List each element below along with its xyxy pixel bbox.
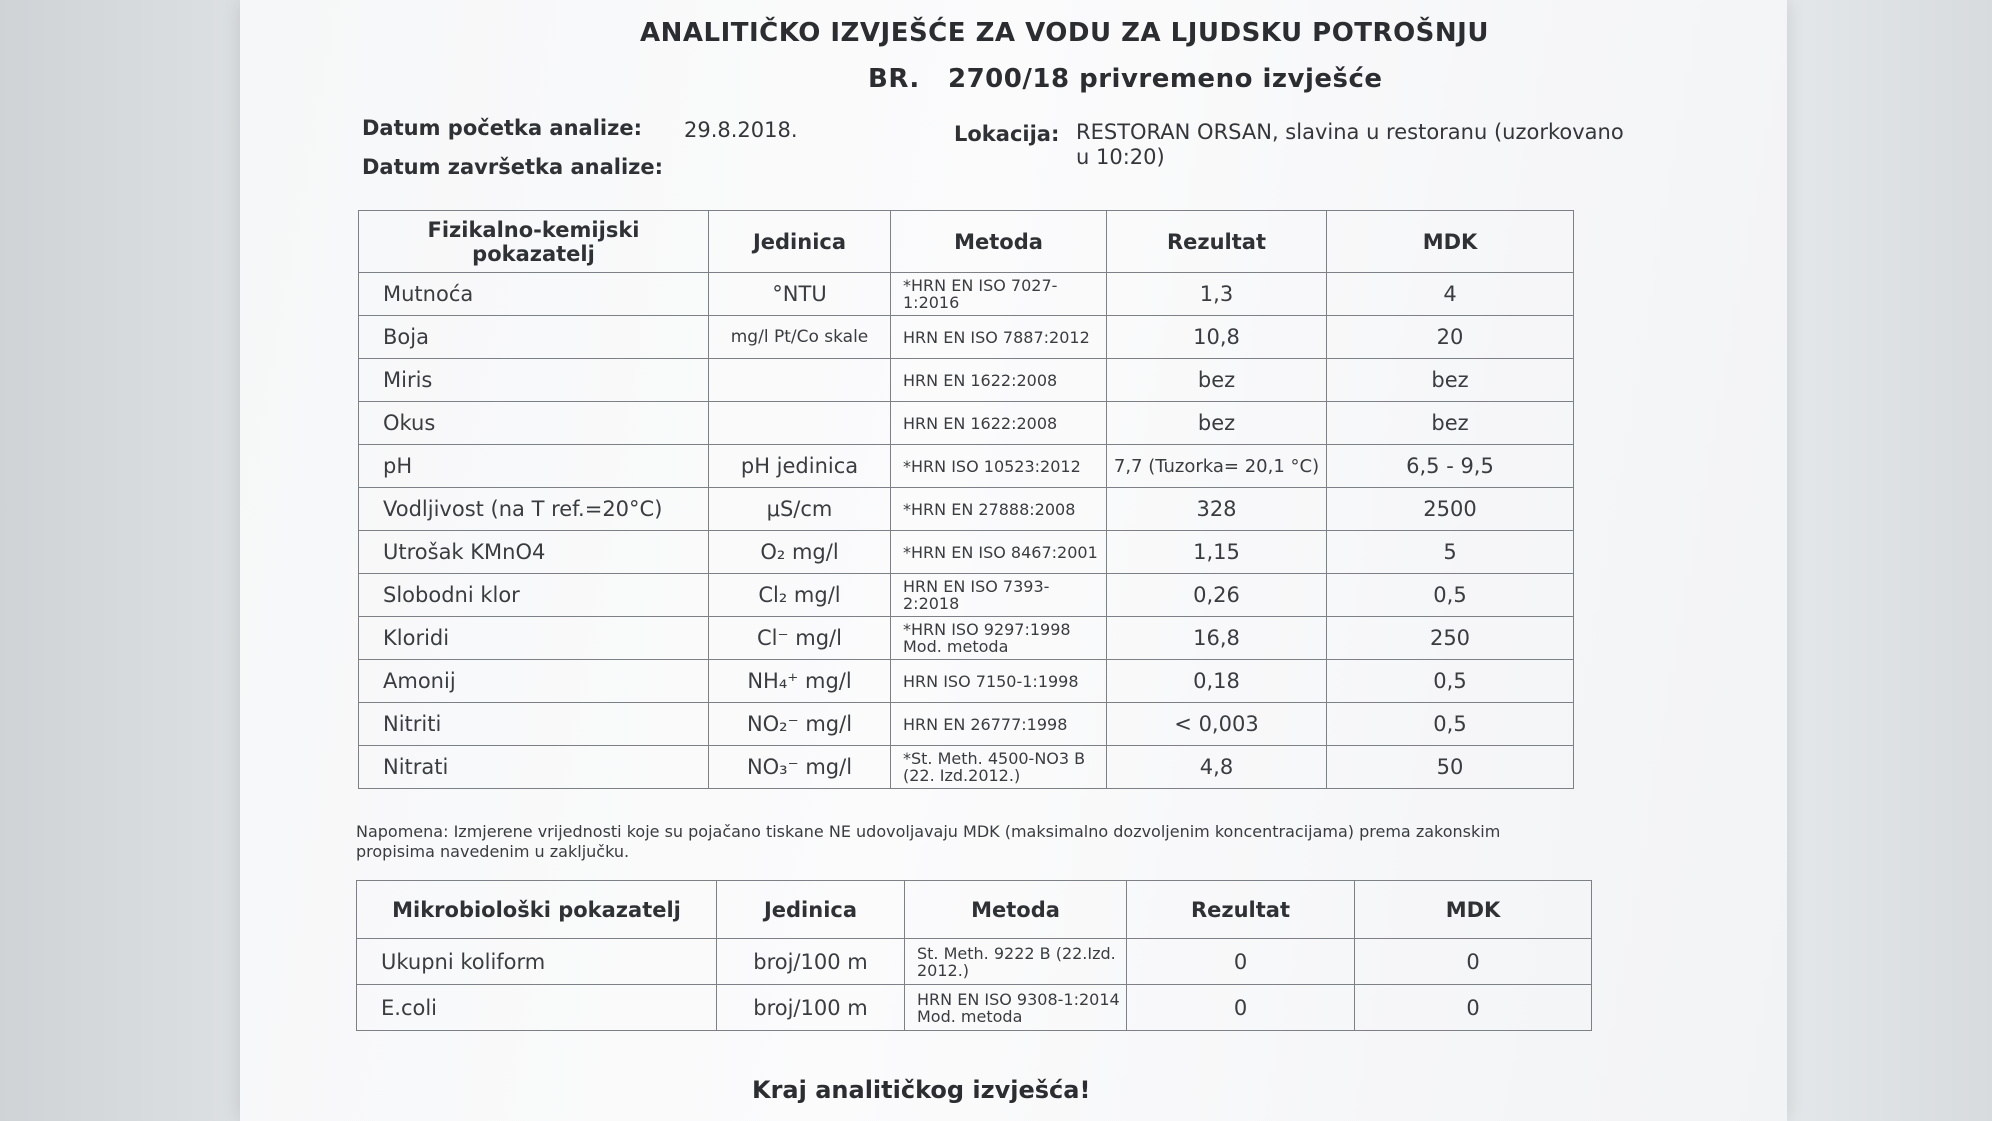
location-label: Lokacija:: [954, 122, 1060, 146]
mdk-cell: 50: [1327, 746, 1574, 789]
result-cell: 10,8: [1107, 316, 1327, 359]
header-unit: Jedinica: [709, 211, 891, 273]
header-mdk: MDK: [1355, 881, 1592, 939]
unit-cell: [709, 359, 891, 402]
unit-cell: Cl⁻ mg/l: [709, 617, 891, 660]
mdk-cell: 0: [1355, 985, 1592, 1031]
table-row: [359, 316, 1574, 359]
result-cell: bez: [1107, 402, 1327, 445]
table-row: [359, 660, 1574, 703]
header-method: Metoda: [891, 211, 1107, 273]
end-date-label: Datum završetka analize:: [362, 155, 664, 179]
unit-cell: Cl₂ mg/l: [709, 574, 891, 617]
unit-cell: mg/l Pt/Co skale: [709, 316, 891, 359]
indicator-name: Ukupni koliform: [357, 939, 717, 985]
start-date-label: Datum početka analize:: [362, 116, 642, 140]
mdk-cell: 0,5: [1327, 660, 1574, 703]
mdk-cell: bez: [1327, 359, 1574, 402]
mdk-cell: 0,5: [1327, 703, 1574, 746]
table-row: [359, 402, 1574, 445]
table-row: [359, 359, 1574, 402]
mdk-cell: 20: [1327, 316, 1574, 359]
mdk-cell: 6,5 - 9,5: [1327, 445, 1574, 488]
indicator-name: Vodljivost (na T ref.=20°C): [359, 488, 709, 531]
header-result: Rezultat: [1107, 211, 1327, 273]
result-cell: 7,7 (Tuzorka= 20,1 °C): [1107, 445, 1327, 488]
report-sheet: [240, 0, 1787, 1121]
unit-cell: μS/cm: [709, 488, 891, 531]
note-text: Napomena: Izmjerene vrijednosti koje su pojačano tiskane NE udovoljavaju MDK (maksimalno dozvoljenim koncentracijama) prema zakonskim propisima navedenim u zaključku.: [356, 822, 1501, 861]
unit-cell: NH₄⁺ mg/l: [709, 660, 891, 703]
report-number-prefix: BR.: [868, 64, 920, 94]
method-cell: HRN EN ISO 9308-1:2014 Mod. metoda: [905, 985, 1127, 1031]
result-cell: < 0,003: [1107, 703, 1327, 746]
microbiological-table-header: [357, 881, 1592, 939]
report-title: ANALITIČKO IZVJEŠĆE ZA VODU ZA LJUDSKU POTROŠNJU: [640, 18, 1489, 48]
header-method: Metoda: [905, 881, 1127, 939]
method-cell: HRN ISO 7150-1:1998: [891, 660, 1107, 703]
chemical-table-header: [359, 211, 1574, 273]
method-cell: *HRN EN ISO 8467:2001: [891, 531, 1107, 574]
microbiological-table: [356, 880, 1592, 1031]
method-cell: HRN EN ISO 7393-2:2018: [891, 574, 1107, 617]
result-cell: 0: [1127, 939, 1355, 985]
result-cell: 4,8: [1107, 746, 1327, 789]
table-row: [359, 531, 1574, 574]
mdk-cell: 250: [1327, 617, 1574, 660]
table-row: [359, 445, 1574, 488]
unit-cell: [709, 402, 891, 445]
table-row: [359, 617, 1574, 660]
method-cell: HRN EN 26777:1998: [891, 703, 1107, 746]
indicator-name: Okus: [359, 402, 709, 445]
mdk-cell: 0: [1355, 939, 1592, 985]
mdk-cell: 2500: [1327, 488, 1574, 531]
report-number: 2700/18 privremeno izvješće: [948, 64, 1383, 94]
indicator-name: Nitrati: [359, 746, 709, 789]
mdk-cell: 5: [1327, 531, 1574, 574]
indicator-name: E.coli: [357, 985, 717, 1031]
table-row: [357, 939, 1592, 985]
unit-cell: pH jedinica: [709, 445, 891, 488]
method-cell: *HRN EN 27888:2008: [891, 488, 1107, 531]
table-row: [357, 985, 1592, 1031]
report-end-text: Kraj analitičkog izvješća!: [752, 1076, 1091, 1104]
method-cell: HRN EN ISO 7887:2012: [891, 316, 1107, 359]
method-cell: HRN EN 1622:2008: [891, 402, 1107, 445]
unit-cell: broj/100 m: [717, 939, 905, 985]
unit-cell: °NTU: [709, 273, 891, 316]
method-cell: St. Meth. 9222 B (22.Izd. 2012.): [905, 939, 1127, 985]
start-date-value: 29.8.2018.: [684, 118, 798, 142]
table-row: [359, 574, 1574, 617]
mdk-cell: bez: [1327, 402, 1574, 445]
method-cell: *HRN ISO 10523:2012: [891, 445, 1107, 488]
method-cell: *HRN ISO 9297:1998 Mod. metoda: [891, 617, 1107, 660]
indicator-name: Mutnoća: [359, 273, 709, 316]
unit-cell: NO₃⁻ mg/l: [709, 746, 891, 789]
indicator-name: Amonij: [359, 660, 709, 703]
chemical-table: [358, 210, 1574, 789]
method-cell: *St. Meth. 4500-NO3 B (22. Izd.2012.): [891, 746, 1107, 789]
header-indicator: Mikrobiološki pokazatelj: [357, 881, 717, 939]
result-cell: 328: [1107, 488, 1327, 531]
table-row: [359, 273, 1574, 316]
unit-cell: O₂ mg/l: [709, 531, 891, 574]
indicator-name: Miris: [359, 359, 709, 402]
table-row: [359, 488, 1574, 531]
result-cell: 0: [1127, 985, 1355, 1031]
header-unit: Jedinica: [717, 881, 905, 939]
location-value: RESTORAN ORSAN, slavina u restoranu (uzorkovano u 10:20): [1076, 120, 1624, 169]
indicator-name: Nitriti: [359, 703, 709, 746]
mdk-cell: 0,5: [1327, 574, 1574, 617]
indicator-name: Boja: [359, 316, 709, 359]
indicator-name: Slobodni klor: [359, 574, 709, 617]
table-row: [359, 746, 1574, 789]
result-cell: 0,26: [1107, 574, 1327, 617]
method-cell: HRN EN 1622:2008: [891, 359, 1107, 402]
desk-background-left: [0, 0, 240, 1121]
indicator-name: Utrošak KMnO4: [359, 531, 709, 574]
result-cell: 1,3: [1107, 273, 1327, 316]
result-cell: 0,18: [1107, 660, 1327, 703]
header-result: Rezultat: [1127, 881, 1355, 939]
indicator-name: Kloridi: [359, 617, 709, 660]
unit-cell: NO₂⁻ mg/l: [709, 703, 891, 746]
table-row: [359, 703, 1574, 746]
method-cell: *HRN EN ISO 7027-1:2016: [891, 273, 1107, 316]
indicator-name: pH: [359, 445, 709, 488]
desk-background-right: [1787, 0, 1992, 1121]
result-cell: 1,15: [1107, 531, 1327, 574]
result-cell: 16,8: [1107, 617, 1327, 660]
mdk-cell: 4: [1327, 273, 1574, 316]
header-indicator: Fizikalno-kemijski pokazatelj: [359, 211, 709, 273]
result-cell: bez: [1107, 359, 1327, 402]
header-mdk: MDK: [1327, 211, 1574, 273]
unit-cell: broj/100 m: [717, 985, 905, 1031]
